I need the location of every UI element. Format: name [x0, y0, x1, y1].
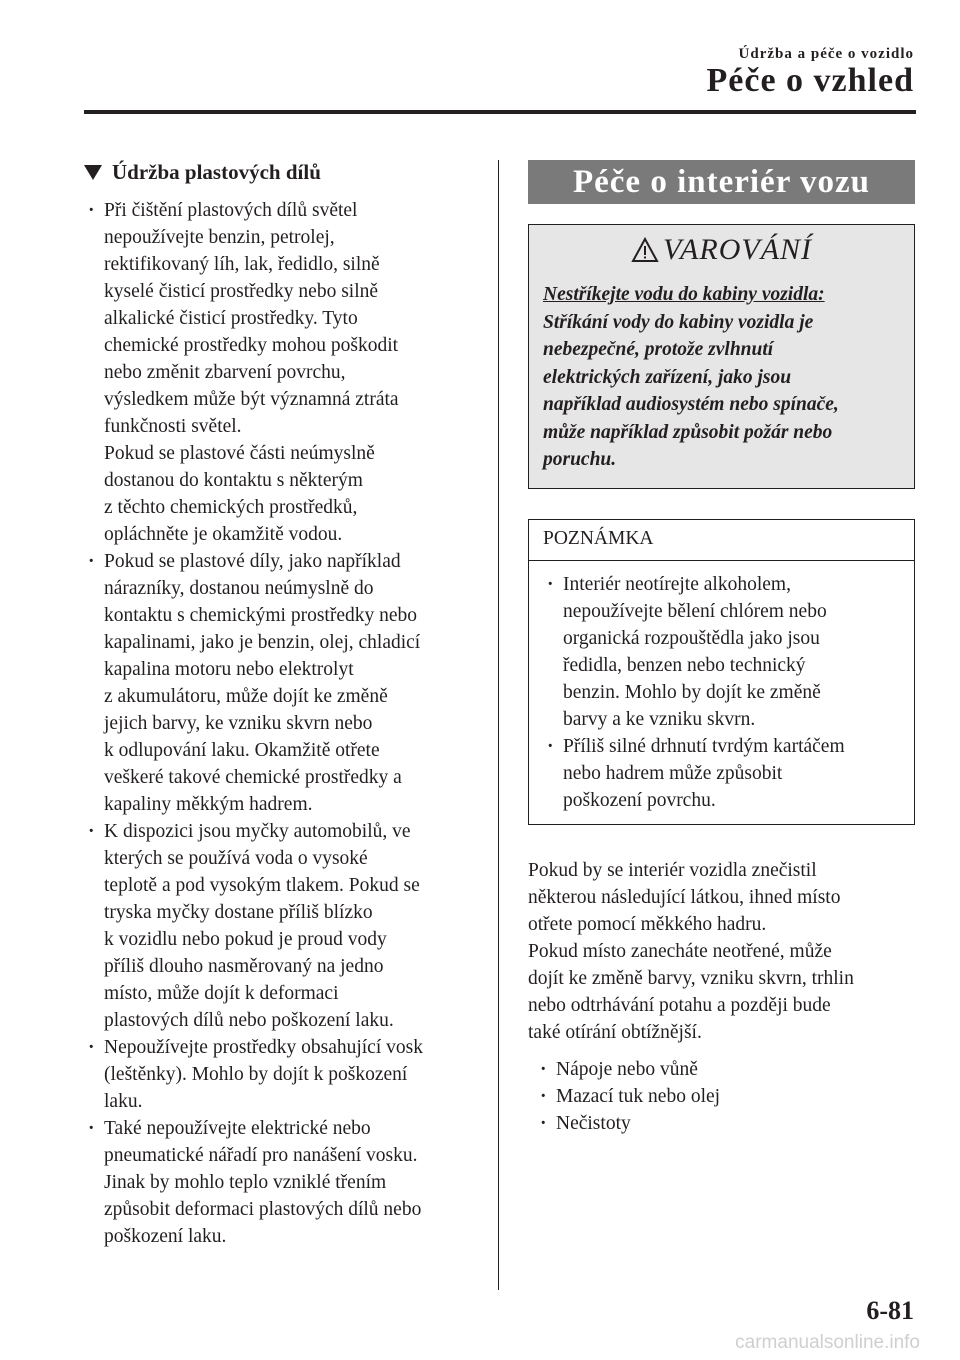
- subheading: [84, 160, 470, 185]
- warning-text: [543, 281, 900, 474]
- text-line: nebezpečné, protože zvlhnutí: [543, 339, 774, 360]
- text-line: funkčnosti světel.: [104, 416, 242, 437]
- text-line: · Interiér neotírejte alkoholem,: [563, 573, 791, 595]
- text-line: z akumulátoru, může dojít ke změně: [104, 686, 388, 707]
- column-divider: [498, 160, 499, 1290]
- text-line: · Pokud se plastové díly, jako například: [104, 551, 401, 572]
- list-item: · Mazací tuk nebo olej: [536, 1083, 915, 1110]
- text-line: · K dispozici jsou myčky automobilů, ve: [104, 821, 411, 842]
- text-line: nebo odtrhávání potahu a později bude: [528, 994, 831, 1016]
- text-line: kyselé čisticí prostředky nebo silně: [104, 281, 379, 302]
- text-line: příliš dlouho nasměrovaný na jedno: [104, 956, 384, 977]
- text-line: k vozidlu nebo pokud je proud vody: [104, 929, 387, 950]
- text-line: výsledkem může být významná ztráta: [104, 389, 399, 410]
- text-line: může například způsobit požár nebo: [543, 421, 833, 443]
- text-line: Pokud se plastové části neúmyslně: [104, 443, 375, 464]
- left-column: [84, 160, 470, 1250]
- list-item: [543, 571, 900, 733]
- text-line: (leštěnky). Mohlo by dojít k poškození: [104, 1064, 408, 1085]
- text-line: · Při čištění plastových dílů světel: [104, 200, 358, 221]
- right-column: [528, 160, 915, 1137]
- chapter-title: Údržba a péče o vozidlo: [738, 46, 914, 62]
- text-line: dojít ke změně barvy, vzniku skvrn, trhlin: [528, 967, 854, 989]
- text-line: také otírání obtížnější.: [528, 1021, 702, 1043]
- text-line: poškození laku.: [104, 1226, 227, 1247]
- text-line: nepoužívejte benzin, petrolej,: [104, 227, 335, 248]
- interior-paragraph: [528, 857, 915, 1046]
- plastic-care-list: [84, 197, 470, 1250]
- text-line: nárazníky, dostanou neúmyslně do: [104, 578, 374, 599]
- section-title: Péče o vzhled: [706, 62, 914, 99]
- text-line: kapalinami, jako je benzin, olej, chladicí: [104, 632, 421, 653]
- triangle-down-icon: [84, 165, 102, 180]
- text-line: plastových dílů nebo poškození laku.: [104, 1010, 394, 1031]
- note-box: [528, 519, 915, 825]
- text-line: poruchu.: [543, 449, 617, 470]
- note-body: [529, 561, 914, 824]
- text-line: způsobit deformaci plastových dílů nebo: [104, 1199, 422, 1220]
- text-line: barvy a ke vzniku skvrn.: [563, 708, 756, 730]
- text-line: ředidla, benzen nebo technický: [563, 654, 806, 676]
- text-line: Pokud by se interiér vozidla znečistil: [528, 859, 817, 881]
- text-line: veškeré takové chemické prostředky a: [104, 767, 402, 788]
- page-number: 6-81: [866, 1296, 914, 1325]
- text-line: laku.: [104, 1091, 143, 1112]
- text-line: nepoužívejte bělení chlórem nebo: [563, 600, 827, 622]
- note-title: POZNÁMKA: [529, 520, 914, 561]
- text-line: poškození povrchu.: [563, 789, 716, 811]
- text-line: elektrických zařízení, jako jsou: [543, 366, 792, 388]
- text-line: některou následující látkou, ihned místo: [528, 886, 841, 908]
- text-line: místo, může dojít k deformaci: [104, 983, 339, 1004]
- header-rule: [84, 110, 916, 114]
- text-line: rektifikovaný líh, lak, ředidlo, silně: [104, 254, 380, 275]
- text-line: chemické prostředky mohou poškodit: [104, 335, 399, 356]
- text-line: benzin. Mohlo by dojít ke změně: [563, 681, 821, 703]
- text-line: alkalické čisticí prostředky. Tyto: [104, 308, 358, 329]
- watermark: carmanualsonline.info: [735, 1332, 920, 1353]
- note-list: [543, 571, 900, 814]
- text-line: například audiosystém nebo spínače,: [543, 394, 839, 415]
- text-line: · Příliš silné drhnutí tvrdým kartáčem: [563, 735, 845, 757]
- text-line: organická rozpouštědla jako jsou: [563, 627, 820, 649]
- list-item: [84, 1115, 470, 1250]
- text-line: z těchto chemických prostředků,: [104, 497, 358, 518]
- text-line: kterých se používá voda o vysoké: [104, 848, 368, 869]
- text-line: otřete pomocí měkkého hadru.: [528, 913, 767, 935]
- text-line: · Nepoužívejte prostředky obsahující vosk: [104, 1037, 423, 1058]
- list-item: · Nápoje nebo vůně: [536, 1056, 915, 1083]
- text-line: opláchněte je okamžitě vodou.: [104, 524, 343, 545]
- list-item: · Nečistoty: [536, 1110, 915, 1137]
- text-line: dostanou do kontaktu s některým: [104, 470, 363, 491]
- text-line: Pokud místo zanecháte neotřené, může: [528, 940, 832, 962]
- text-line: kapalina motoru nebo elektrolyt: [104, 659, 354, 680]
- section-banner: Péče o interiér vozu: [528, 160, 915, 204]
- text-line: pneumatické nářadí pro nanášení vosku.: [104, 1145, 418, 1166]
- list-item: [84, 197, 470, 548]
- list-item: [84, 1034, 470, 1115]
- text-line: nebo změnit zbarvení povrchu,: [104, 362, 346, 383]
- text-line: kontaktu s chemickými prostředky nebo: [104, 605, 418, 626]
- warning-triangle-icon: [631, 237, 659, 263]
- text-line: teplotě a pod vysokým tlakem. Pokud se: [104, 875, 420, 896]
- list-item: [543, 733, 900, 814]
- warning-box: [528, 224, 915, 489]
- warning-title: VAROVÁNÍ: [662, 233, 813, 266]
- text-line: · Také nepoužívejte elektrické nebo: [104, 1118, 371, 1139]
- text-line: k odlupování laku. Okamžitě otřete: [104, 740, 380, 761]
- warning-lines: [543, 309, 900, 474]
- subheading-text: Údržba plastových dílů: [112, 160, 321, 184]
- text-line: Stříkání vody do kabiny vozidla je: [543, 311, 814, 333]
- text-line: tryska myčky dostane příliš blízko: [104, 902, 373, 923]
- list-item: [84, 818, 470, 1034]
- list-item: [84, 548, 470, 818]
- warning-header: [529, 225, 914, 275]
- substance-list: [528, 1056, 915, 1137]
- text-line: kapaliny měkkým hadrem.: [104, 794, 313, 815]
- warning-lead: Nestříkejte vodu do kabiny vozidla:: [543, 284, 825, 305]
- text-line: nebo hadrem může způsobit: [563, 762, 783, 784]
- text-line: Jinak by mohlo teplo vzniklé třením: [104, 1172, 387, 1193]
- text-line: jejich barvy, ke vzniku skvrn nebo: [104, 713, 373, 734]
